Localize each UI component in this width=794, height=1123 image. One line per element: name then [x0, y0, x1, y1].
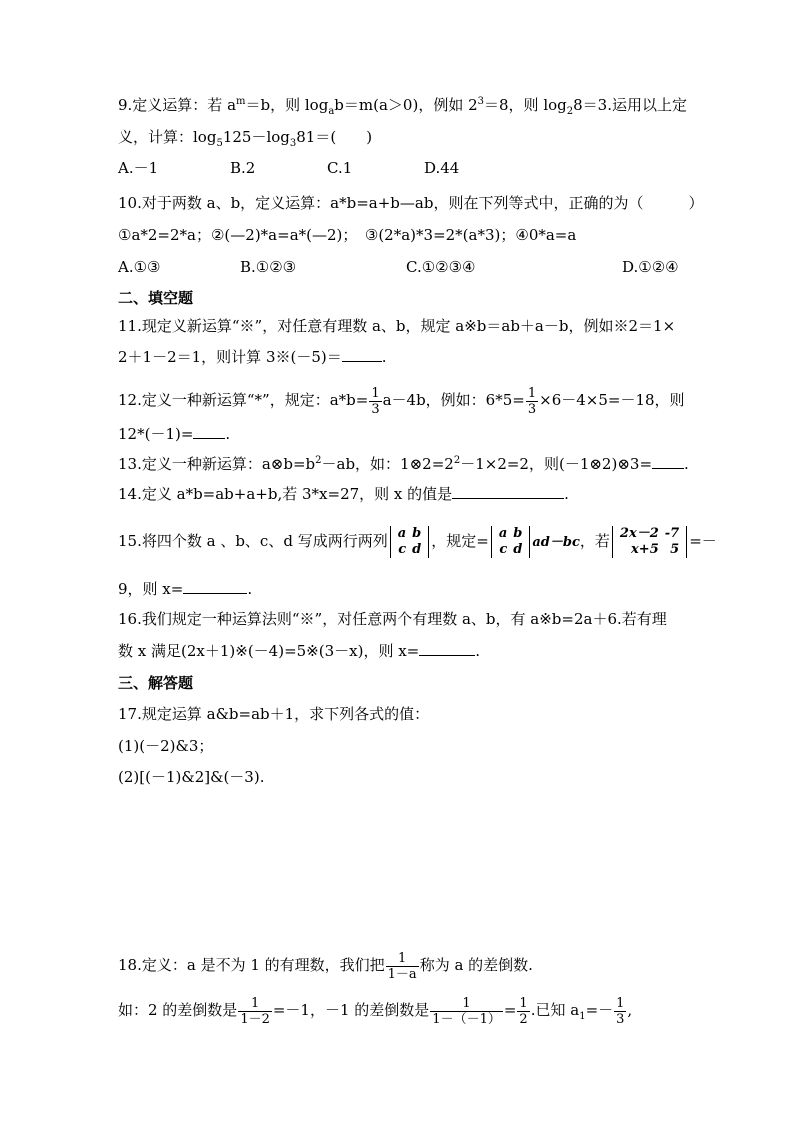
q18-line1: [118, 950, 533, 982]
q10-option-d: D.①②④: [622, 258, 679, 276]
answer-blank[interactable]: [452, 484, 564, 499]
q10-option-a: A.①③: [118, 258, 161, 276]
fraction: [526, 386, 538, 417]
numerator: 1: [519, 995, 528, 1011]
det-cell: a: [397, 526, 407, 541]
section-heading-solve: 三、解答题: [118, 674, 194, 692]
text: 数 x 满足(2x＋1)※(－4)=5※(3－x)，则 x=: [118, 642, 420, 660]
superscript: 2: [453, 455, 461, 466]
answer-blank[interactable]: [183, 579, 247, 594]
determinant: [390, 526, 430, 558]
det-cell: b: [513, 526, 523, 541]
text: ＝8，则 log: [484, 96, 567, 114]
q9-option-a: A.－1: [118, 159, 159, 177]
numerator: 1: [398, 950, 407, 966]
fraction: [517, 996, 529, 1027]
text: 18.定义：a 是不为 1 的有理数，我们把: [118, 956, 385, 974]
text: 14.定义 a*b=ab+a+b,若 3*x=27，则 x 的值是: [118, 485, 453, 503]
text: 12.定义一种新运算“*”，规定：a*b=: [118, 391, 369, 409]
q9-option-d: D.44: [424, 159, 460, 177]
q10-line2: ①a*2=2*a；②(—2)*a=a*(—2)； ③(2*a)*3=2*(a*3)；④0*a=a: [118, 226, 577, 244]
det-cell: d: [513, 542, 523, 557]
q12-line1: [118, 385, 685, 417]
q9-option-c: C.1: [327, 159, 353, 177]
text: ,: [627, 1001, 633, 1019]
determinant: [612, 526, 687, 558]
denominator: 3: [616, 1011, 625, 1027]
denominator: 3: [527, 401, 537, 417]
denominator: 2: [519, 1011, 528, 1027]
det-cell: -7: [664, 526, 680, 541]
det-cell: 5: [670, 542, 680, 557]
superscript: 2: [315, 455, 322, 466]
answer-blank[interactable]: [193, 424, 225, 439]
text: 12*(－1)=: [118, 425, 194, 443]
fraction: [238, 996, 272, 1027]
text: ×6－4×5=－18，则: [539, 391, 685, 409]
text: －ab，如：1⊗2=2: [321, 455, 454, 473]
q16-line1: 16.我们规定一种运算法则“※”，对任意两个有理数 a、b，有 a※b=2a＋6.若有理: [118, 610, 667, 628]
subscript: a: [328, 106, 335, 117]
q9-option-b: B.2: [230, 159, 256, 177]
q18-line2: [118, 995, 632, 1027]
det-cell: b: [412, 526, 422, 541]
det-cell: c: [499, 542, 508, 557]
subscript: 5: [216, 138, 223, 149]
answer-blank[interactable]: [342, 347, 382, 362]
text: 9.定义运算：若 a: [118, 96, 237, 114]
numerator: 1: [371, 385, 380, 401]
numerator: 1: [616, 995, 625, 1011]
q17-line1: 17.规定运算 a&b=ab＋1，求下列各式的值：: [118, 705, 430, 723]
subscript: 1: [579, 1011, 586, 1022]
subscript: 2: [566, 106, 574, 117]
answer-blank[interactable]: [419, 641, 475, 656]
determinant: [491, 526, 531, 558]
det-cell: d: [412, 542, 422, 557]
text: 2＋1－2＝1，则计算 3※(－5)＝: [118, 348, 342, 366]
section-heading-fill-in: 二、填空题: [118, 289, 194, 307]
text: 义，计算：log: [118, 128, 217, 146]
answer-blank[interactable]: [652, 454, 684, 469]
denominator: 3: [371, 401, 380, 417]
text: =－1，－1 的差倒数是: [272, 1001, 430, 1019]
q17-line3: (2)[(－1)&2]&(－3).: [118, 768, 265, 786]
text: .已知 a: [530, 1001, 580, 1019]
det-rule: ad－bc: [532, 535, 580, 550]
text: ，规定=: [431, 532, 489, 550]
q15-line2: 9，则 x= .: [118, 580, 253, 598]
q11-line1: 11.现定义新运算“※”，对任意有理数 a、b，规定 a※b＝ab＋a－b，例如※2＝1×: [118, 317, 676, 335]
text: 9，则 x=: [118, 580, 184, 598]
numerator: 1: [462, 995, 471, 1011]
q9-line2: [118, 126, 372, 148]
subscript: 3: [289, 138, 297, 149]
text: b＝m(a＞0)，例如 2: [334, 96, 478, 114]
q10-line1: 10.对于两数 a、b，定义运算：a*b=a+b—ab，则在下列等式中，正确的为（ ）: [118, 194, 704, 212]
text: =－: [689, 532, 717, 550]
det-cell: a: [498, 526, 508, 541]
q10-option-b: B.①②③: [240, 258, 297, 276]
numerator: 1: [527, 385, 537, 401]
text: =－: [585, 1001, 614, 1019]
text: a－4b，例如：6*5=: [382, 391, 525, 409]
text: ＝b，则 log: [245, 96, 329, 114]
fraction: [614, 996, 626, 1027]
denominator: 1－a: [387, 966, 417, 982]
fraction: [369, 386, 381, 417]
det-cell: x+5: [631, 542, 659, 557]
q12-line2: 12*(－1)= .: [118, 425, 231, 443]
q16-line2: 数 x 满足(2x＋1)※(－4)=5※(3－x)，则 x= .: [118, 642, 481, 660]
denominator: 1－2: [240, 1011, 270, 1027]
det-cell: c: [398, 542, 407, 557]
q11-line2: 2＋1－2＝1，则计算 3※(－5)＝ .: [118, 348, 387, 366]
text: 称为 a 的差倒数.: [419, 956, 533, 974]
q9-line1: [118, 94, 687, 116]
q17-line2: (1)(－2)&3；: [118, 737, 214, 755]
q15-line1: [118, 524, 717, 560]
text: =: [503, 1001, 517, 1019]
fraction: [430, 996, 503, 1027]
text: 8＝3.运用以上定: [573, 96, 687, 114]
fraction: [386, 951, 419, 982]
text: －1×2=2，则(－1⊗2)⊗3=: [460, 455, 653, 473]
text: 125－log: [222, 128, 290, 146]
denominator: 1－（－1）: [432, 1011, 501, 1027]
q14-line: 14.定义 a*b=ab+a+b,若 3*x=27，则 x 的值是 .: [118, 485, 569, 503]
numerator: 1: [250, 995, 260, 1011]
text: 13.定义一种新运算：a⊗b=b: [118, 455, 316, 473]
text: 81＝( ): [296, 128, 373, 146]
det-cell: 2x－2: [619, 526, 659, 541]
q13-line: 13.定义一种新运算：$a\otimes b=b^2-ab$，如：$1\otimes 2=2^2-1\times 2=2$，则(－1⊗2)⊗3= .: [118, 455, 689, 473]
q10-option-c: C.①②③④: [406, 258, 476, 276]
text: 15.将四个数 a 、b、c、d 写成两行两列: [118, 532, 388, 550]
superscript: m: [236, 96, 246, 107]
superscript: 3: [477, 96, 485, 107]
text: 如：2 的差倒数是: [118, 1001, 238, 1019]
text: ，若: [579, 532, 610, 550]
